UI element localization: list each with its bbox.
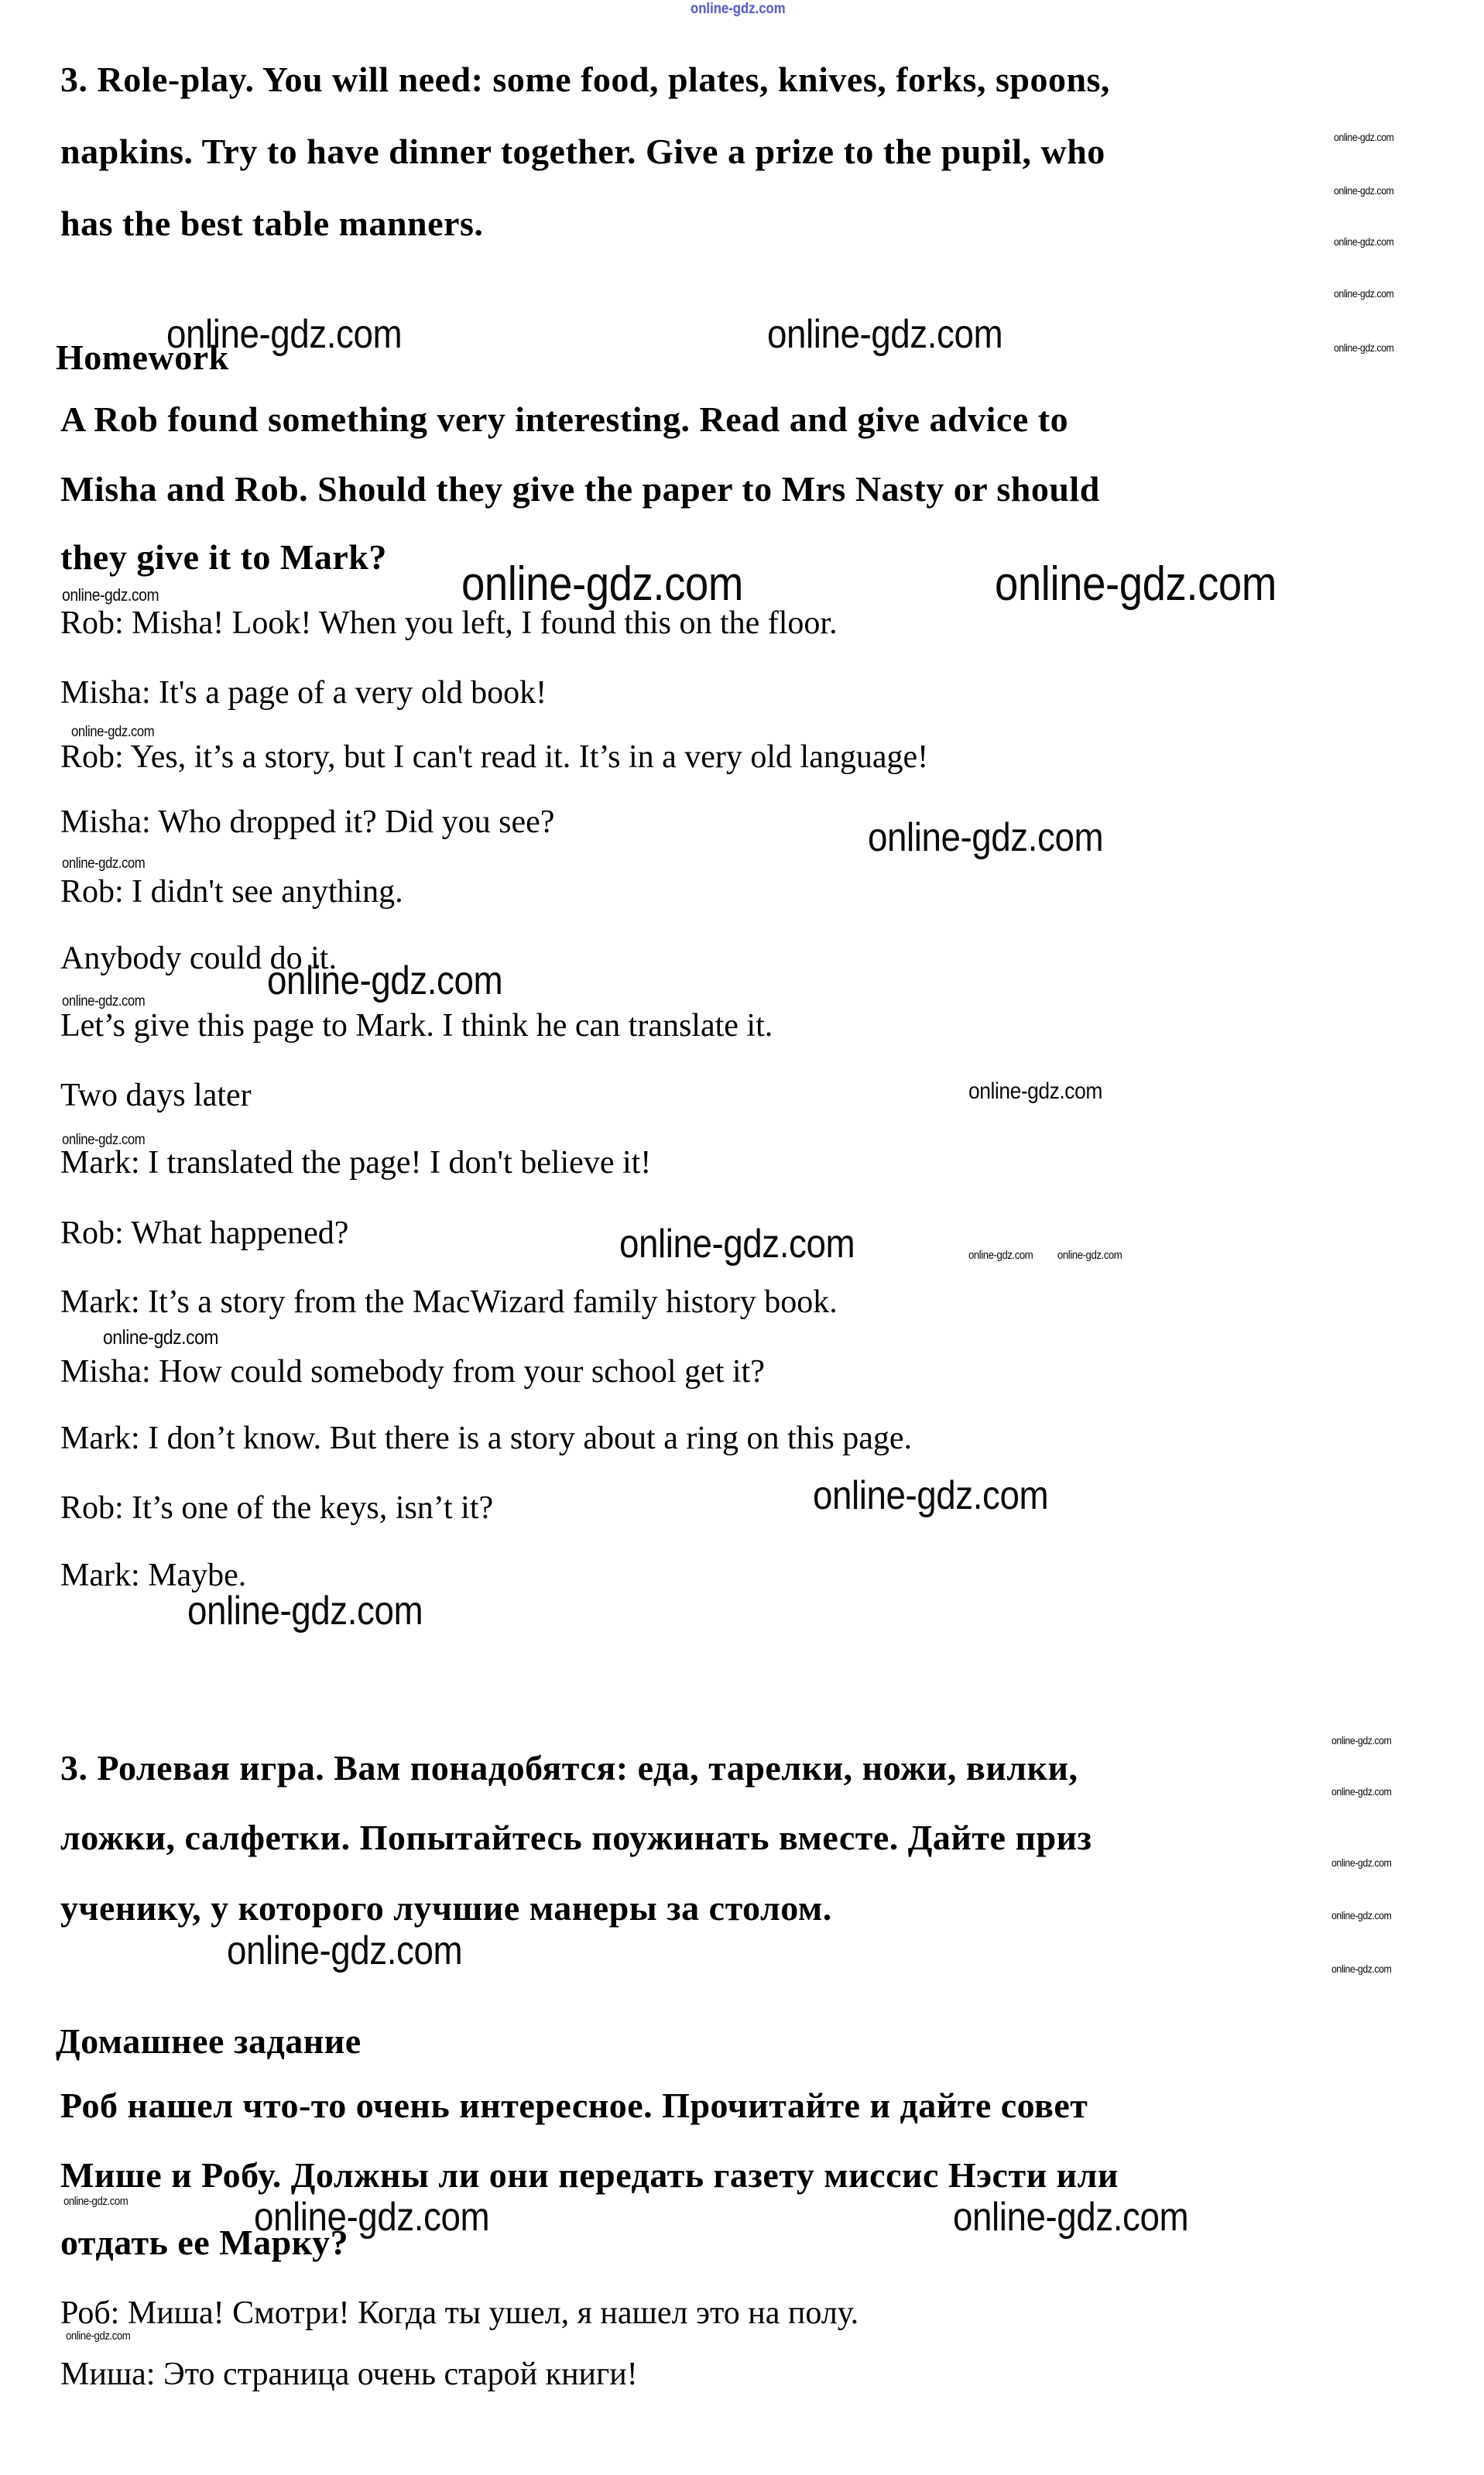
site-watermark: online-gdz.com bbox=[968, 1078, 1102, 1104]
site-watermark: online-gdz.com bbox=[1057, 1249, 1122, 1262]
site-watermark: online-gdz.com bbox=[868, 815, 1104, 860]
heading-text-line: 3. Role-play. You will need: some food, plates, knives, forks, spoons, bbox=[60, 60, 1110, 99]
site-watermark: online-gdz.com bbox=[1331, 1963, 1392, 1975]
heading-text-line: Домашнее задание bbox=[56, 2021, 362, 2061]
site-watermark: online-gdz.com bbox=[1331, 1785, 1392, 1798]
site-watermark: online-gdz.com bbox=[461, 557, 743, 611]
heading-text-line: отдать ее Марку? bbox=[60, 2223, 349, 2262]
site-watermark: online-gdz.com bbox=[1334, 235, 1394, 248]
heading-text-line: Роб нашел что-то очень интересное. Прочитайте и дайте совет bbox=[60, 2086, 1088, 2125]
site-watermark: online-gdz.com bbox=[1334, 184, 1394, 197]
site-watermark: online-gdz.com bbox=[166, 312, 403, 357]
site-watermark: online-gdz.com bbox=[62, 993, 146, 1010]
heading-text-line: napkins. Try to have dinner together. Give a prize to the pupil, who bbox=[60, 132, 1105, 171]
site-watermark: online-gdz.com bbox=[1331, 1909, 1392, 1921]
dialogue-text-line: Mark: I translated the page! I don't believe it! bbox=[60, 1145, 652, 1181]
heading-text-line: Homework bbox=[56, 338, 229, 377]
site-watermark: online-gdz.com bbox=[1331, 1856, 1392, 1869]
site-watermark: online-gdz.com bbox=[1334, 287, 1394, 300]
dialogue-text-line: Rob: Yes, it’s a story, but I can't read it. It’s in a very old language! bbox=[60, 739, 929, 775]
heading-text-line: 3. Ролевая игра. Вам понадобятся: еда, тарелки, ножи, вилки, bbox=[60, 1748, 1078, 1788]
site-watermark: online-gdz.com bbox=[1334, 341, 1394, 354]
heading-text-line: ученику, у которого лучшие манеры за столом. bbox=[60, 1888, 832, 1928]
site-watermark: online-gdz.com bbox=[1334, 131, 1394, 143]
site-watermark: online-gdz.com bbox=[62, 1132, 146, 1148]
dialogue-text-line: Anybody could do it. bbox=[60, 941, 337, 976]
site-watermark: online-gdz.com bbox=[187, 1589, 423, 1633]
site-watermark: online-gdz.com bbox=[63, 2195, 129, 2208]
site-watermark: online-gdz.com bbox=[1331, 1734, 1392, 1747]
dialogue-text-line: Mark: Maybe. bbox=[60, 1558, 247, 1593]
dialogue-text-line: Two days later bbox=[60, 1078, 252, 1113]
dialogue-text-line: Misha: How could somebody from your school get it? bbox=[60, 1354, 765, 1390]
dialogue-text-line: Misha: It's a page of a very old book! bbox=[60, 675, 547, 711]
site-watermark: online-gdz.com bbox=[227, 1928, 463, 1973]
heading-text-line: ложки, салфетки. Попытайтесь поужинать вместе. Дайте приз bbox=[60, 1818, 1092, 1857]
dialogue-text-line: Rob: It’s one of the keys, isn’t it? bbox=[60, 1490, 494, 1526]
site-watermark: online-gdz.com bbox=[103, 1325, 218, 1349]
site-watermark: online-gdz.com bbox=[813, 1473, 1049, 1518]
heading-text-line: they give it to Mark? bbox=[60, 537, 387, 577]
site-watermark: online-gdz.com bbox=[619, 1222, 855, 1267]
dialogue-text-line: Миша: Это страница очень старой книги! bbox=[60, 2357, 638, 2392]
site-watermark: online-gdz.com bbox=[953, 2195, 1189, 2240]
site-watermark: online-gdz.com bbox=[267, 958, 503, 1003]
dialogue-text-line: Let’s give this page to Mark. I think he can translate it. bbox=[60, 1008, 773, 1044]
site-watermark: online-gdz.com bbox=[767, 312, 1003, 357]
site-watermark: online-gdz.com bbox=[691, 1, 786, 17]
dialogue-text-line: Misha: Who dropped it? Did you see? bbox=[60, 804, 555, 840]
dialogue-text-line: Роб: Миша! Смотри! Когда ты ушел, я нашел это на полу. bbox=[60, 2295, 859, 2331]
site-watermark: online-gdz.com bbox=[62, 585, 159, 605]
heading-text-line: Misha and Rob. Should they give the paper to Mrs Nasty or should bbox=[60, 469, 1100, 509]
site-watermark: online-gdz.com bbox=[62, 855, 146, 872]
heading-text-line: A Rob found something very interesting. Read and give advice to bbox=[60, 399, 1069, 439]
site-watermark: online-gdz.com bbox=[71, 724, 155, 740]
dialogue-text-line: Mark: I don’t know. But there is a story about a ring on this page. bbox=[60, 1421, 912, 1456]
dialogue-text-line: Rob: Misha! Look! When you left, I found this on the floor. bbox=[60, 605, 838, 641]
site-watermark: online-gdz.com bbox=[968, 1249, 1033, 1262]
site-watermark: online-gdz.com bbox=[66, 2329, 131, 2343]
dialogue-text-line: Rob: What happened? bbox=[60, 1215, 349, 1251]
dialogue-text-line: Mark: It’s a story from the MacWizard family history book. bbox=[60, 1284, 838, 1320]
heading-text-line: has the best table manners. bbox=[60, 204, 484, 243]
heading-text-line: Мише и Робу. Должны ли они передать газету миссис Нэсти или bbox=[60, 2155, 1119, 2195]
site-watermark: online-gdz.com bbox=[254, 2195, 490, 2240]
site-watermark: online-gdz.com bbox=[995, 557, 1277, 611]
dialogue-text-line: Rob: I didn't see anything. bbox=[60, 874, 403, 910]
